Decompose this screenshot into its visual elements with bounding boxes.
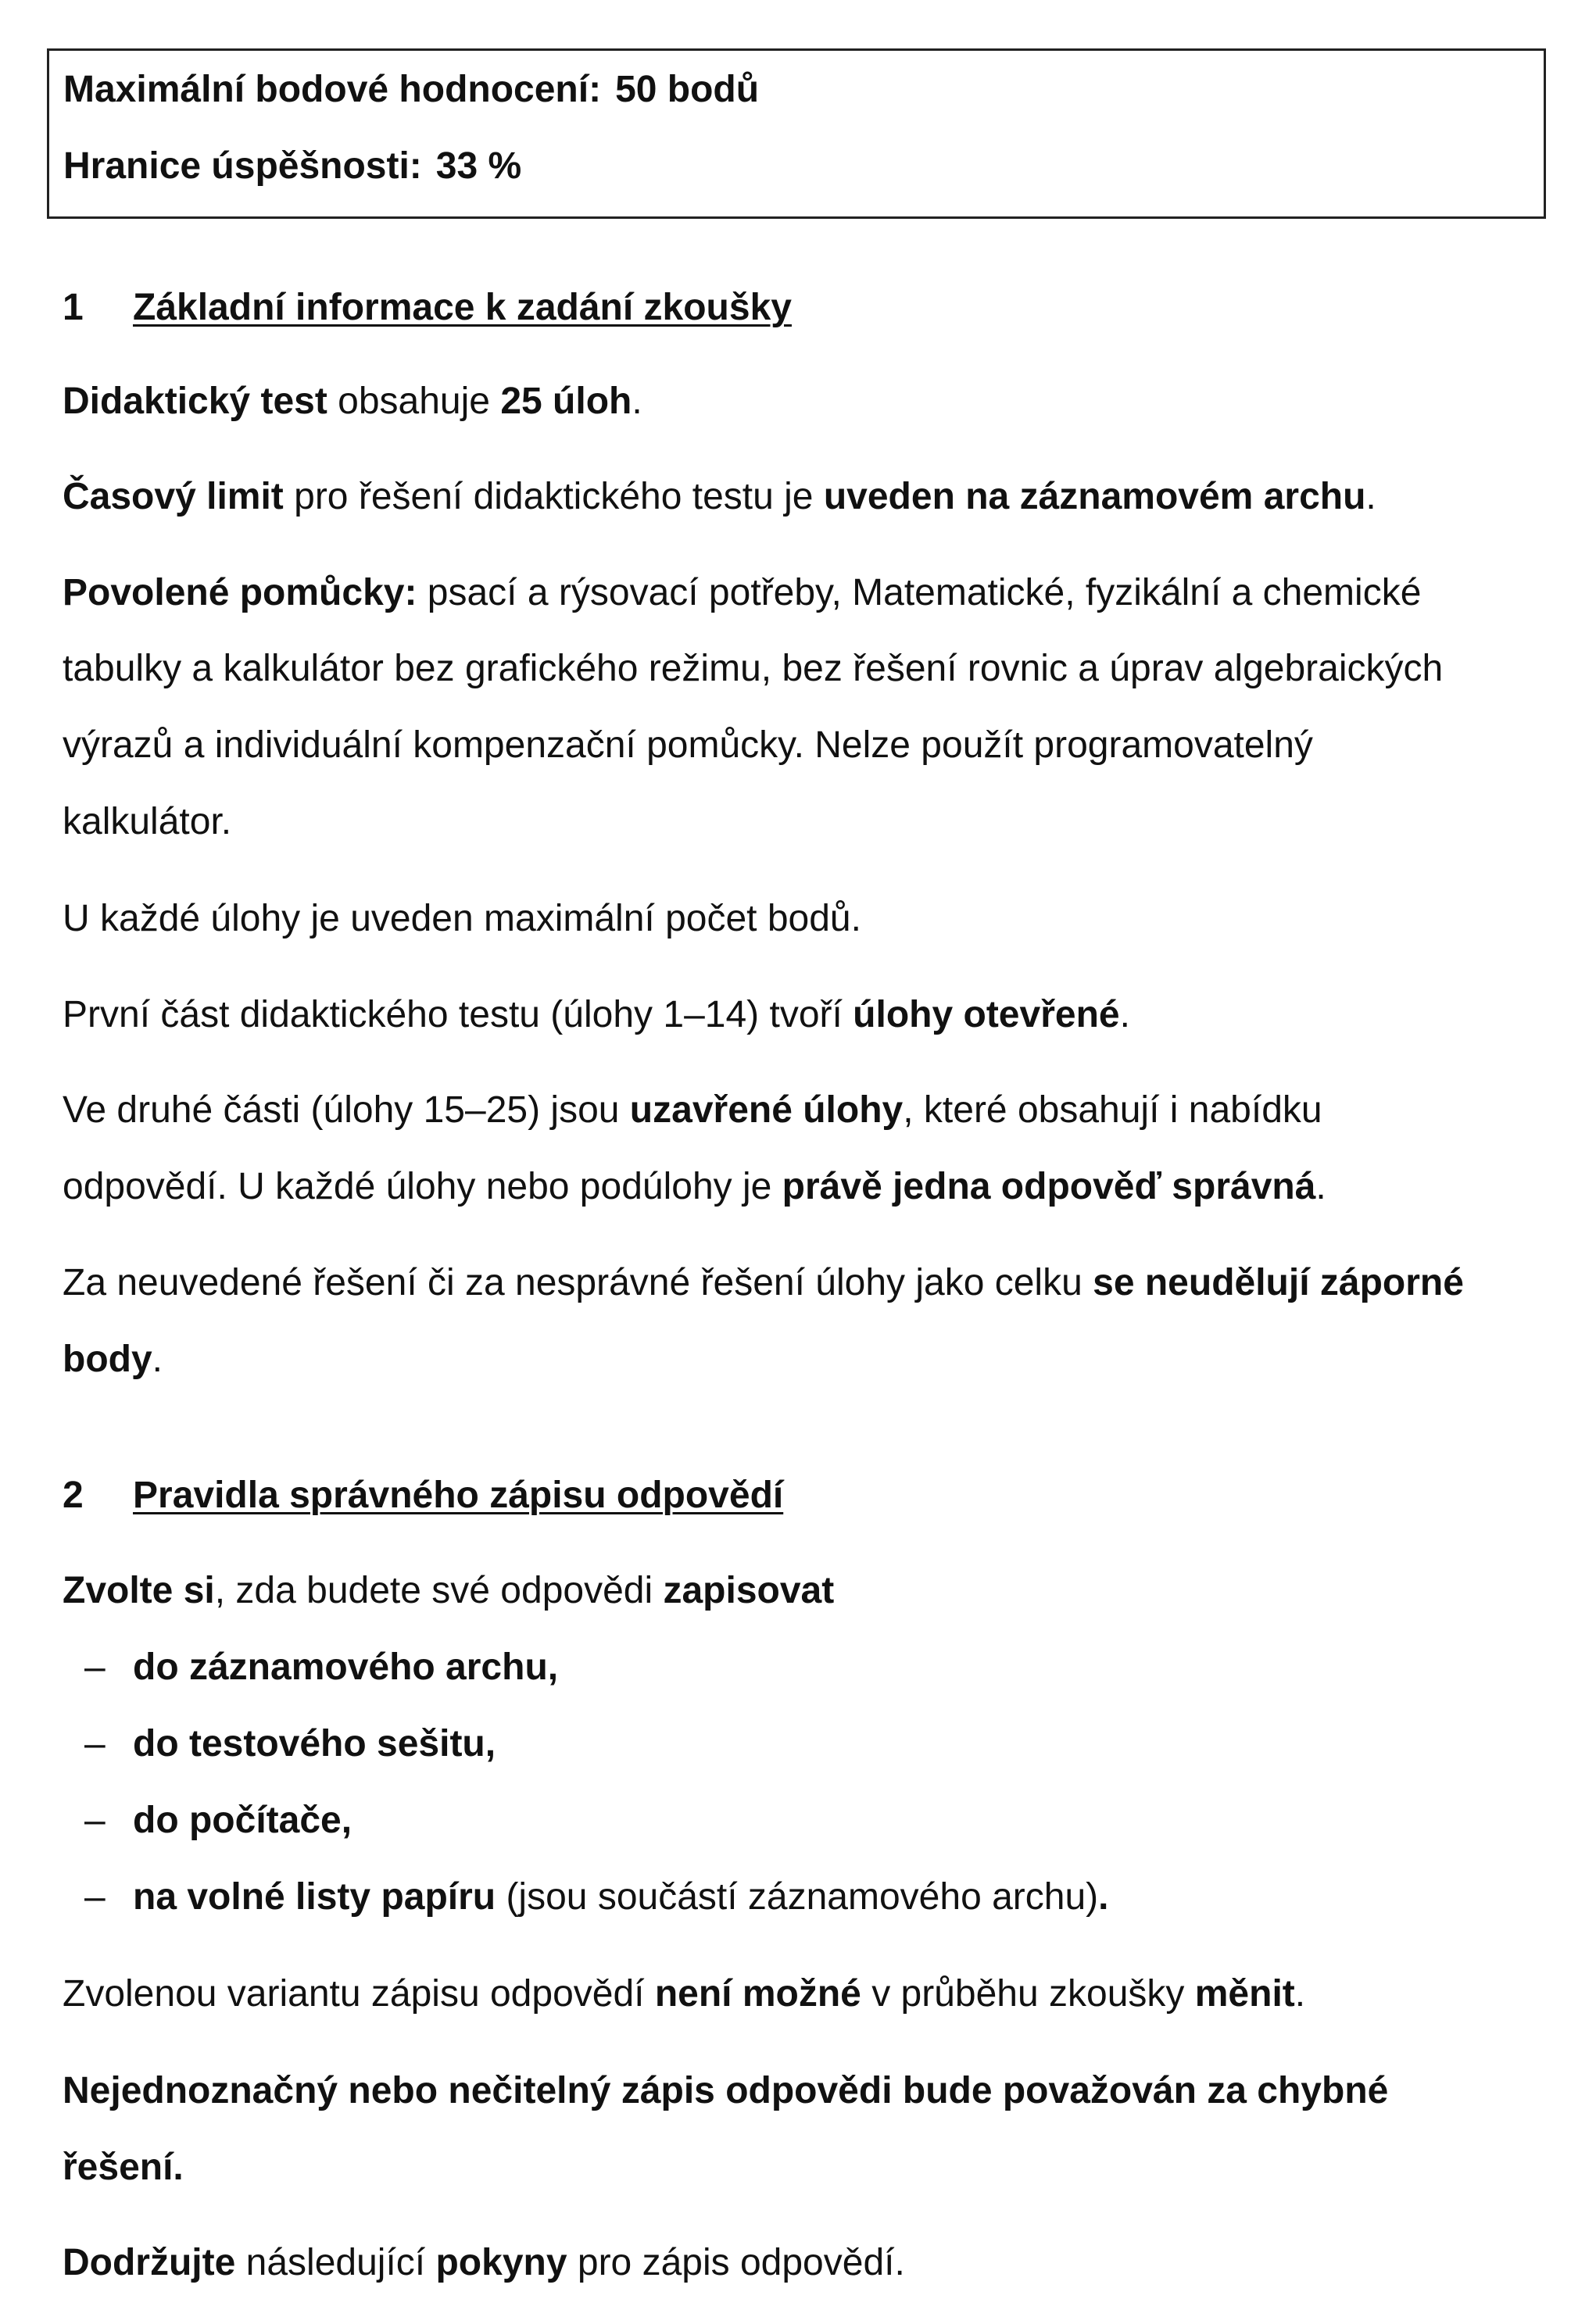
- bold-text: není možné: [654, 1973, 861, 2015]
- dash-bullet: –: [84, 1723, 106, 1764]
- paragraph-allowed-aids-line-4: kalkulátor.: [63, 801, 232, 842]
- bold-text: Povolené pomůcky:: [63, 572, 417, 613]
- text: odpovědí. U každé úlohy nebo podúlohy je: [63, 1166, 782, 1207]
- bold-text: Zvolte si: [63, 1570, 215, 1611]
- text: První část didaktického testu (úlohy 1–14) tvoří: [63, 994, 853, 1035]
- paragraph-allowed-aids-line-2: tabulky a kalkulátor bez grafického režimu, bez řešení rovnic a úprav algebraických: [63, 648, 1444, 689]
- bold-text: do počítače,: [133, 1800, 352, 1841]
- bold-text: uveden na záznamovém archu: [823, 476, 1366, 517]
- bold-text: body: [63, 1339, 152, 1380]
- text: .: [1315, 1166, 1326, 1207]
- bold-text: měnit: [1194, 1973, 1295, 2015]
- bold-text: právě jedna odpověď správná: [782, 1166, 1316, 1207]
- list-item-loose-sheets: [84, 1876, 1109, 1918]
- section-number: 2: [63, 1475, 84, 1516]
- text: obsahuje: [327, 381, 501, 422]
- text: Za neuvedené řešení či za nesprávné řešení úlohy jako celku: [63, 1262, 1093, 1303]
- bold-text: do záznamového archu,: [133, 1646, 559, 1688]
- section-1-heading: [63, 289, 792, 327]
- text: , zda budete své odpovědi: [214, 1570, 664, 1611]
- bold-text: Didaktický test: [63, 381, 327, 422]
- pass-threshold-value: 33 %: [435, 145, 522, 187]
- text: Zvolenou variantu zápisu odpovědí: [63, 1973, 655, 2015]
- paragraph-open-tasks: [63, 996, 1130, 1034]
- score-info-box: [47, 48, 1546, 219]
- text: .: [1294, 1973, 1306, 2015]
- bold-text: .: [1098, 1876, 1109, 1918]
- bold-text: uzavřené úlohy: [629, 1089, 904, 1131]
- paragraph-ambiguous-answer-line-2: řešení.: [63, 2147, 184, 2188]
- paragraph-no-negative-points-line-1: [63, 1264, 1464, 1302]
- text: Ve druhé části (úlohy 15–25) jsou: [63, 1089, 630, 1131]
- text: v průběhu zkoušky: [861, 1973, 1195, 2015]
- pass-threshold-line: [63, 145, 521, 188]
- paragraph-no-negative-points-line-2: [63, 1341, 163, 1378]
- max-score-line: [63, 68, 759, 111]
- text: psací a rýsovací potřeby, Matematické, fyzikální a chemické: [417, 572, 1422, 613]
- bold-text: na volné listy papíru: [133, 1876, 496, 1918]
- bold-text: Dodržujte: [63, 2242, 236, 2283]
- text: .: [1365, 476, 1376, 517]
- max-score-label: Maximální bodové hodnocení:: [63, 69, 602, 110]
- paragraph-choose-answer-method: [63, 1572, 834, 1610]
- bold-text: do testového sešitu,: [133, 1723, 496, 1764]
- dash-bullet: –: [84, 1646, 106, 1688]
- section-title: Pravidla správného zápisu odpovědí: [133, 1475, 784, 1516]
- text: .: [632, 381, 642, 422]
- list-item-answer-sheet: [84, 1646, 559, 1688]
- section-title: Základní informace k zadání zkoušky: [133, 287, 792, 328]
- text: (jsou součástí záznamového archu): [496, 1876, 1099, 1918]
- paragraph-follow-instructions: [63, 2244, 905, 2282]
- paragraph-allowed-aids-line-3: výrazů a individuální kompenzační pomůcky. Nelze použít programovatelný: [63, 724, 1313, 766]
- paragraph-allowed-aids-line-1: [63, 574, 1421, 612]
- pass-threshold-label: Hranice úspěšnosti:: [63, 145, 422, 187]
- text: .: [1119, 994, 1130, 1035]
- max-score-value: 50 bodů: [615, 69, 760, 110]
- paragraph-closed-tasks-line-1: [63, 1089, 1322, 1131]
- text: pro řešení didaktického testu je: [283, 476, 824, 517]
- paragraph-closed-tasks-line-2: [63, 1168, 1326, 1206]
- bold-text: pokyny: [435, 2242, 567, 2283]
- text: pro zápis odpovědí.: [567, 2242, 905, 2283]
- bold-text: Časový limit: [63, 476, 284, 517]
- section-2-heading: [63, 1477, 783, 1514]
- bold-text: se neudělují záporné: [1093, 1262, 1464, 1303]
- dash-bullet: –: [84, 1876, 106, 1918]
- section-number: 1: [63, 287, 84, 328]
- paragraph-no-change: [63, 1975, 1305, 2013]
- text: .: [152, 1339, 163, 1380]
- list-item-test-booklet: [84, 1725, 496, 1763]
- paragraph-ambiguous-answer-line-1: Nejednoznačný nebo nečitelný zápis odpovědi bude považován za chybné: [63, 2070, 1389, 2111]
- paragraph-time-limit: [63, 478, 1376, 516]
- text: , které obsahují i nabídku: [903, 1089, 1322, 1131]
- text: následující: [235, 2242, 436, 2283]
- paragraph-max-points: U každé úlohy je uveden maximální počet bodů.: [63, 898, 861, 939]
- list-item-computer: [84, 1802, 352, 1840]
- paragraph-task-count: [63, 383, 642, 420]
- bold-text: 25 úloh: [500, 381, 632, 422]
- dash-bullet: –: [84, 1800, 106, 1841]
- bold-text: zapisovat: [663, 1570, 835, 1611]
- bold-text: úlohy otevřené: [853, 994, 1120, 1035]
